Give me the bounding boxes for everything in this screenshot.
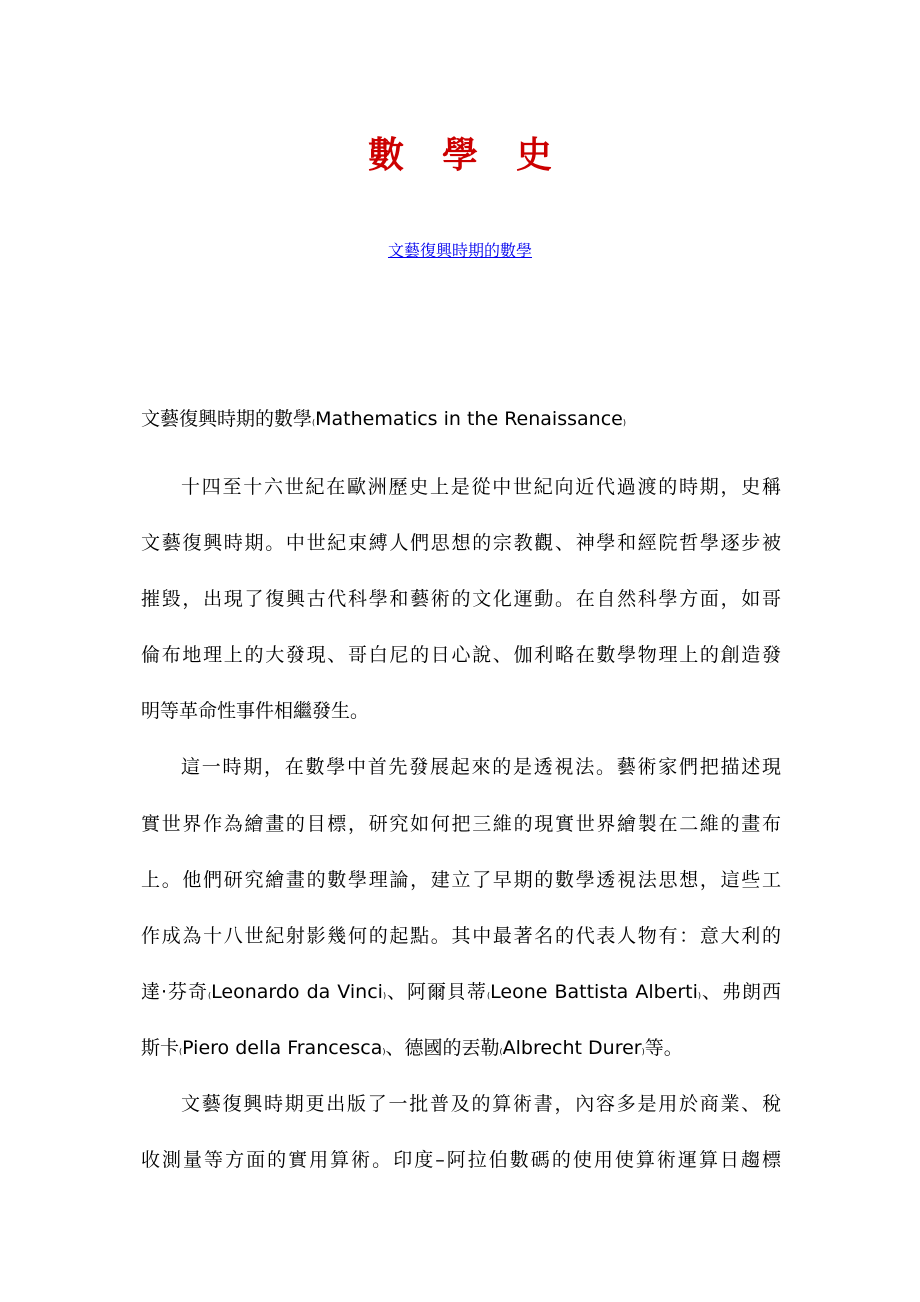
paragraph-1-line-3: 摧毀，出現了復興古代科學和藝術的文化運動。在自然科學方面，如哥 <box>141 588 781 611</box>
paragraph-2-line-4: 作成為十八世紀射影幾何的起點。其中最著名的代表人物有：意大利的 <box>141 924 781 947</box>
paragraph-1-line-2: 文藝復興時期。中世紀束縛人們思想的宗教觀、神學和經院哲學逐步被 <box>141 532 781 555</box>
line6-seg-h: ) <box>641 1046 645 1056</box>
paragraph-1-line-4: 倫布地理上的大發現、哥白尼的日心說、伽利略在數學物理上的創造發 <box>141 644 781 667</box>
heading-zh: 文藝復興時期的數學 <box>141 408 313 430</box>
body-text <box>141 459 781 1188</box>
heading-en: Mathematics in the Renaissance <box>315 408 623 430</box>
line6-seg-g: Albrecht Durer <box>502 1036 642 1059</box>
paragraph-1-line-1: 十四至十六世紀在歐洲歷史上是從中世紀向近代過渡的時期，史稱 <box>181 476 781 498</box>
page-title: 數學史 <box>367 135 590 176</box>
heading-close-paren: ) <box>622 418 626 427</box>
line6-seg-e: 、德國的丟勒 <box>385 1036 500 1059</box>
line5-seg-a: 達·芬奇 <box>141 980 208 1003</box>
line6-seg-b: ( <box>179 1046 183 1056</box>
paragraph-1-line-5: 明等革命性事件相繼發生。 <box>141 700 370 723</box>
paragraph-2-line-1: 這一時期，在數學中首先發展起來的是透視法。藝術家們把描述現 <box>181 756 781 779</box>
section-heading <box>141 404 781 438</box>
line5-seg-i: 、弗朗西 <box>701 980 781 1003</box>
line6-seg-a: 斯卡 <box>141 1036 180 1059</box>
paragraph-3-line-2: 收測量等方面的實用算術。印度–阿拉伯數碼的使用使算術運算日趨標 <box>141 1149 781 1172</box>
line5-seg-b: ( <box>208 990 212 1000</box>
subtitle-link[interactable]: 文藝復興時期的數學 <box>387 241 532 260</box>
line5-seg-c: Leonardo da Vinci <box>211 980 383 1003</box>
line6-seg-c: Piero della Francesca <box>182 1036 383 1059</box>
subtitle-row <box>0 238 920 264</box>
line5-seg-g: Leone Battista Alberti <box>490 980 698 1003</box>
paragraph-2-line-2: 實世界作為繪畫的目標，研究如何把三維的現實世界繪製在二維的畫布 <box>141 812 781 835</box>
line6-seg-d: ) <box>382 1046 386 1056</box>
line5-seg-h: ) <box>697 990 702 1000</box>
line6-seg-i: 等。 <box>644 1036 683 1059</box>
paragraph-2-line-5 <box>141 964 781 1020</box>
line5-seg-f: ( <box>487 990 491 1000</box>
line6-seg-f: ( <box>499 1046 503 1056</box>
line5-seg-e: 、阿爾貝蒂 <box>386 980 487 1003</box>
heading-open-paren: ( <box>312 418 316 427</box>
line5-seg-d: ) <box>382 990 387 1000</box>
paragraph-2-line-6 <box>141 1020 781 1076</box>
paragraph-2-line-3: 上。他們研究繪畫的數學理論，建立了早期的數學透視法思想，這些工 <box>141 868 781 891</box>
paragraph-3-line-1: 文藝復興時期更出版了一批普及的算術書，內容多是用於商業、稅 <box>181 1093 781 1116</box>
